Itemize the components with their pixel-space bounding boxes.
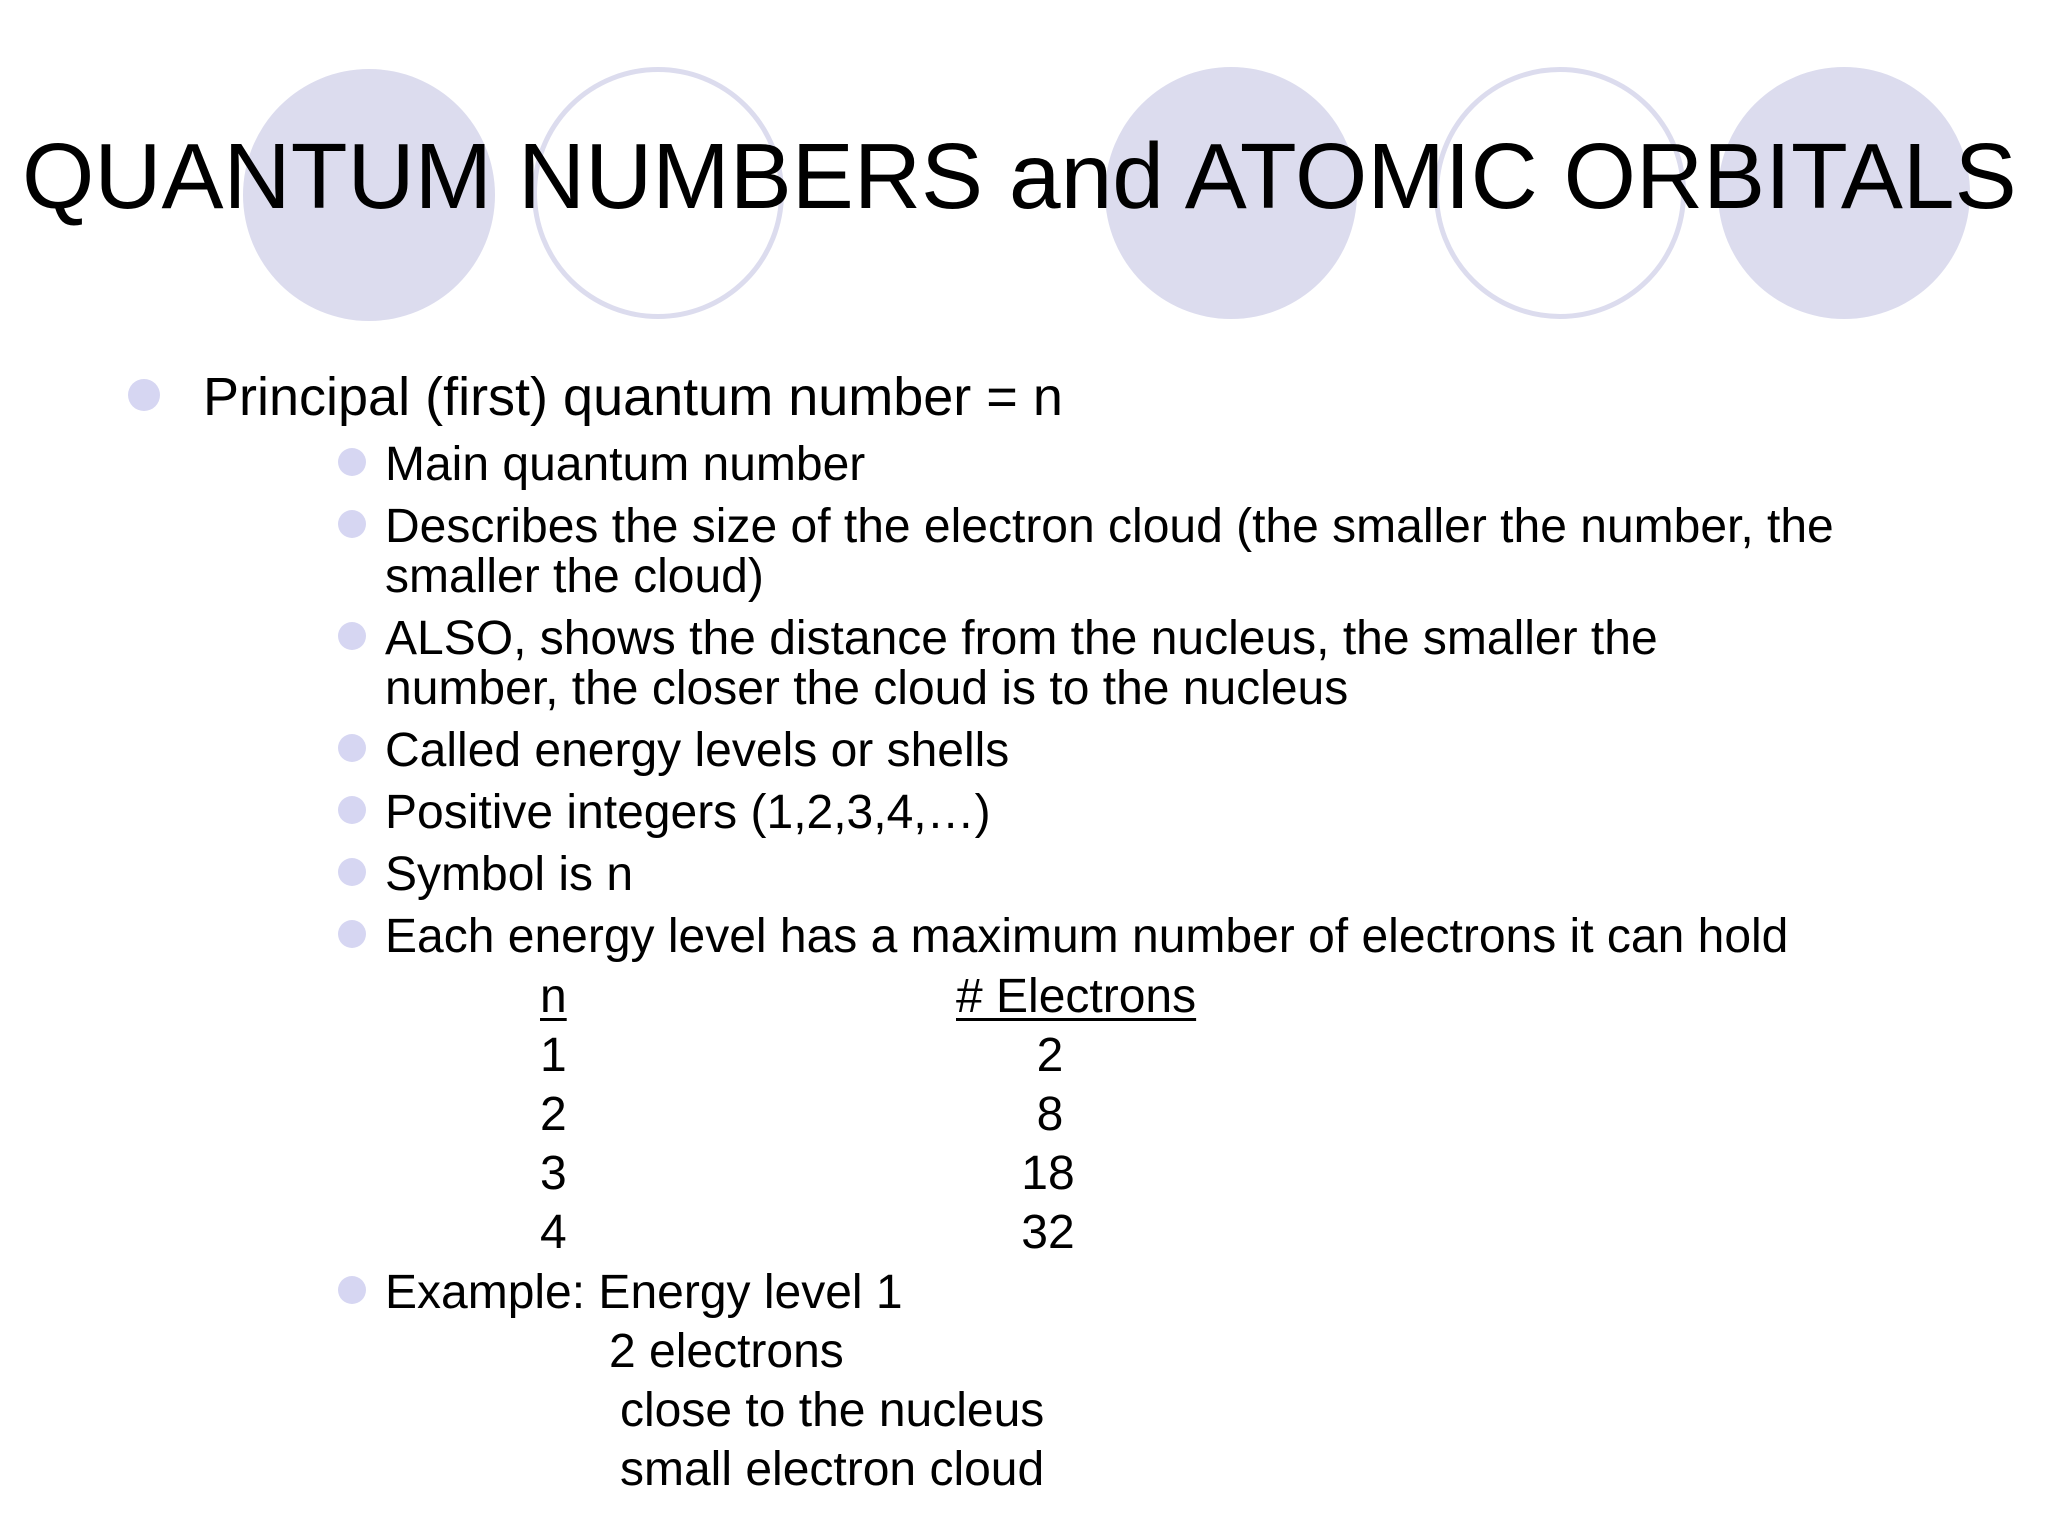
table-cell-electrons: 8 (1036, 1088, 1064, 1141)
table-cell-n: 3 (540, 1147, 567, 1200)
sub-bullet-text: Symbol is n (385, 848, 634, 901)
sub-bullet-text: Each energy level has a maximum number of electrons it can hold (385, 910, 1789, 963)
table-cell-electrons: 18 (1021, 1147, 1075, 1200)
table-cell-n: 4 (540, 1206, 567, 1259)
table-cell-electrons: 32 (1021, 1206, 1075, 1259)
bullet-dot (338, 448, 366, 476)
example-line: close to the nucleus (620, 1384, 1045, 1437)
bullet-dot (128, 379, 160, 411)
sub-bullet-text: ALSO, shows the distance from the nucleus, the smaller the (385, 612, 1658, 665)
bullet-dot (338, 858, 366, 886)
slide-title: QUANTUM NUMBERS and ATOMIC ORBITALS (22, 124, 2017, 228)
sub-bullet-text-continued: smaller the cloud) (385, 550, 764, 603)
sub-bullet-text: Describes the size of the electron cloud (the smaller the number, the (385, 500, 1834, 553)
table-header-n: n (540, 970, 567, 1023)
sub-bullet-text: Main quantum number (385, 438, 866, 491)
table-cell-n: 2 (540, 1088, 567, 1141)
table-cell-n: 1 (540, 1029, 567, 1082)
table-header-electrons: # Electrons (956, 970, 1197, 1023)
table-cell-electrons: 2 (1036, 1029, 1064, 1082)
bullet-dot (338, 796, 366, 824)
main-bullet-text: Principal (first) quantum number = n (203, 367, 1063, 427)
sub-bullet-text: Positive integers (1,2,3,4,…) (385, 786, 991, 839)
sub-bullet-text-continued: number, the closer the cloud is to the nucleus (385, 662, 1349, 715)
bullet-dot (338, 622, 366, 650)
example-line: small electron cloud (620, 1443, 1045, 1496)
bullet-dot (338, 510, 366, 538)
bullet-dot (338, 1276, 366, 1304)
sub-bullet-text: Called energy levels or shells (385, 724, 1010, 777)
example-label: Example: Energy level 1 (385, 1266, 903, 1319)
bullet-dot (338, 920, 366, 948)
example-line: 2 electrons (609, 1325, 844, 1378)
bullet-dot (338, 734, 366, 762)
